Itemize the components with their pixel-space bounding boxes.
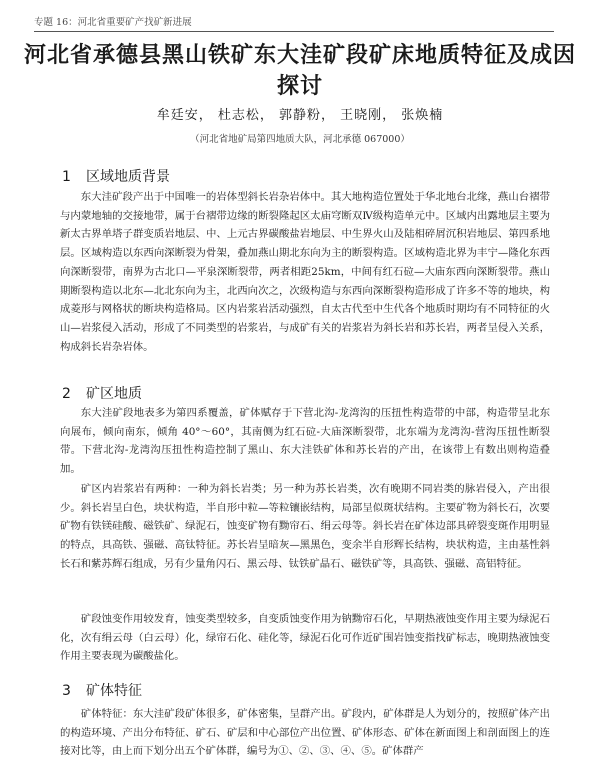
author-list: 牟廷安， 杜志松， 郭静粉， 王晓刚， 张焕楠 — [156, 108, 444, 123]
paragraph: 东大洼矿段地表多为第四系覆盖，矿体赋存于下营北沟-龙湾沟的压扭性构造带的中部，构造带呈北东向展布，倾向南东，倾角 40°～60°，其南侧为红石砬-大庙深断裂带，北东端为龙湾沟-营沟压扭性断裂带。下营北沟-龙湾沟压扭性构造控制了黑山、东大洼铁矿体和苏长岩的产出，在该带上有数出则构造叠加。 — [60, 407, 550, 476]
running-header: 专题 16：河北省重要矿产找矿新进展 — [34, 14, 554, 32]
paragraph: 矿段蚀变作用较发育，蚀变类型较多，自变质蚀变作用为钠黝帘石化，早期热液蚀变作用主要为绿泥石化，次有绢云母（白云母）化，绿帘石化、硅化等，绿泥石化可作近矿围岩蚀变指找矿标志，晚期热液蚀变作用主要表现为碳酸盐化。 — [60, 613, 550, 663]
section-heading-2 — [62, 383, 142, 403]
section-title: 矿区地质 — [86, 386, 142, 402]
section-heading-1 — [62, 166, 170, 186]
paragraph: 矿体特征：东大洼矿段矿体很多，矿体密集，呈群产出。矿段内，矿体群是人为划分的，按照矿体产出的构造环境、产出分布特征、矿石、矿层和中心部位产出位置、矿体形态、矿体在新面图上和剖面图上的连接对比等，由上而下划分出五个矿体群，编号为①、②、③、④、⑤。矿体群产 — [60, 708, 550, 758]
section-title: 矿体特征 — [86, 683, 142, 699]
paper-title: 河北省承德县黑山铁矿东大洼矿段矿床地质特征及成因探讨 — [23, 43, 576, 99]
section-number: 3 — [62, 683, 71, 699]
section-number: 2 — [62, 386, 71, 402]
section-number: 1 — [62, 169, 71, 185]
paragraph: 矿区内岩浆岩有两种：一种为斜长岩类；另一种为苏长岩类，次有晚期不同岩类的脉岩侵入，产出很少。斜长岩呈白色，块状构造，半自形中粒—等粒镶嵌结构，局部呈似斑状结构。主要矿物为斜长石，次要矿物有铁镁硅酸、磁铁矿、绿泥石，蚀变矿物有黝帘石、绢云母等。斜长岩在矿体边部具碎裂变斑作用明显的特点，具高铁、强磁、高钛特征。苏长岩呈暗灰—黑黑色，变余半自形辉长结构，块状构造，主由基性斜长石和紫苏辉石组成，另有少量角闪石、黑云母、钛铁矿晶石、磁铁矿等，具高铁、强磁、高铝特征。 — [60, 483, 550, 570]
section-heading-3 — [62, 680, 142, 700]
paragraph: 东大洼矿段产出于中国唯一的岩体型斜长岩杂岩体中。其大地构造位置处于华北地台北缘，燕山台褶带与内蒙地轴的交接地带，属于台褶带边缘的断裂隆起区太庙穹断双Ⅳ级构造单元中。区域内出露地层主要为新太古界单塔子群变质岩地层、中、上元古界碳酸盐岩地层、中生界火山及陆相碎屑沉积岩地层、第四系地层。区域构造以东西向深断裂为骨架，叠加燕山期北东向为主的断裂构造。区域构造北界为丰宁—隆化东西向深断裂带，南界为古北口—平泉深断裂带，两者相距25km，中间有红石砬—大庙东西向深断裂带。燕山期断裂构造以北东—北北东向为主，北西向次之，次级构造与东西向深断裂构造形成了许多不等的地块，构成菱形与网格状的断块构造格局。区内岩浆岩活动强烈，自太古代至中生代各个地质时期均有不同特征的火山—岩浆侵入活动，形成了不同类型的岩浆岩，与成矿有关的岩浆岩为斜长岩和苏长岩，两者呈侵入关系，构成斜长岩杂岩体。 — [60, 191, 550, 353]
section-title: 区域地质背景 — [86, 169, 170, 185]
affiliation: （河北省地矿局第四地质大队，河北承德 067000） — [190, 134, 410, 145]
